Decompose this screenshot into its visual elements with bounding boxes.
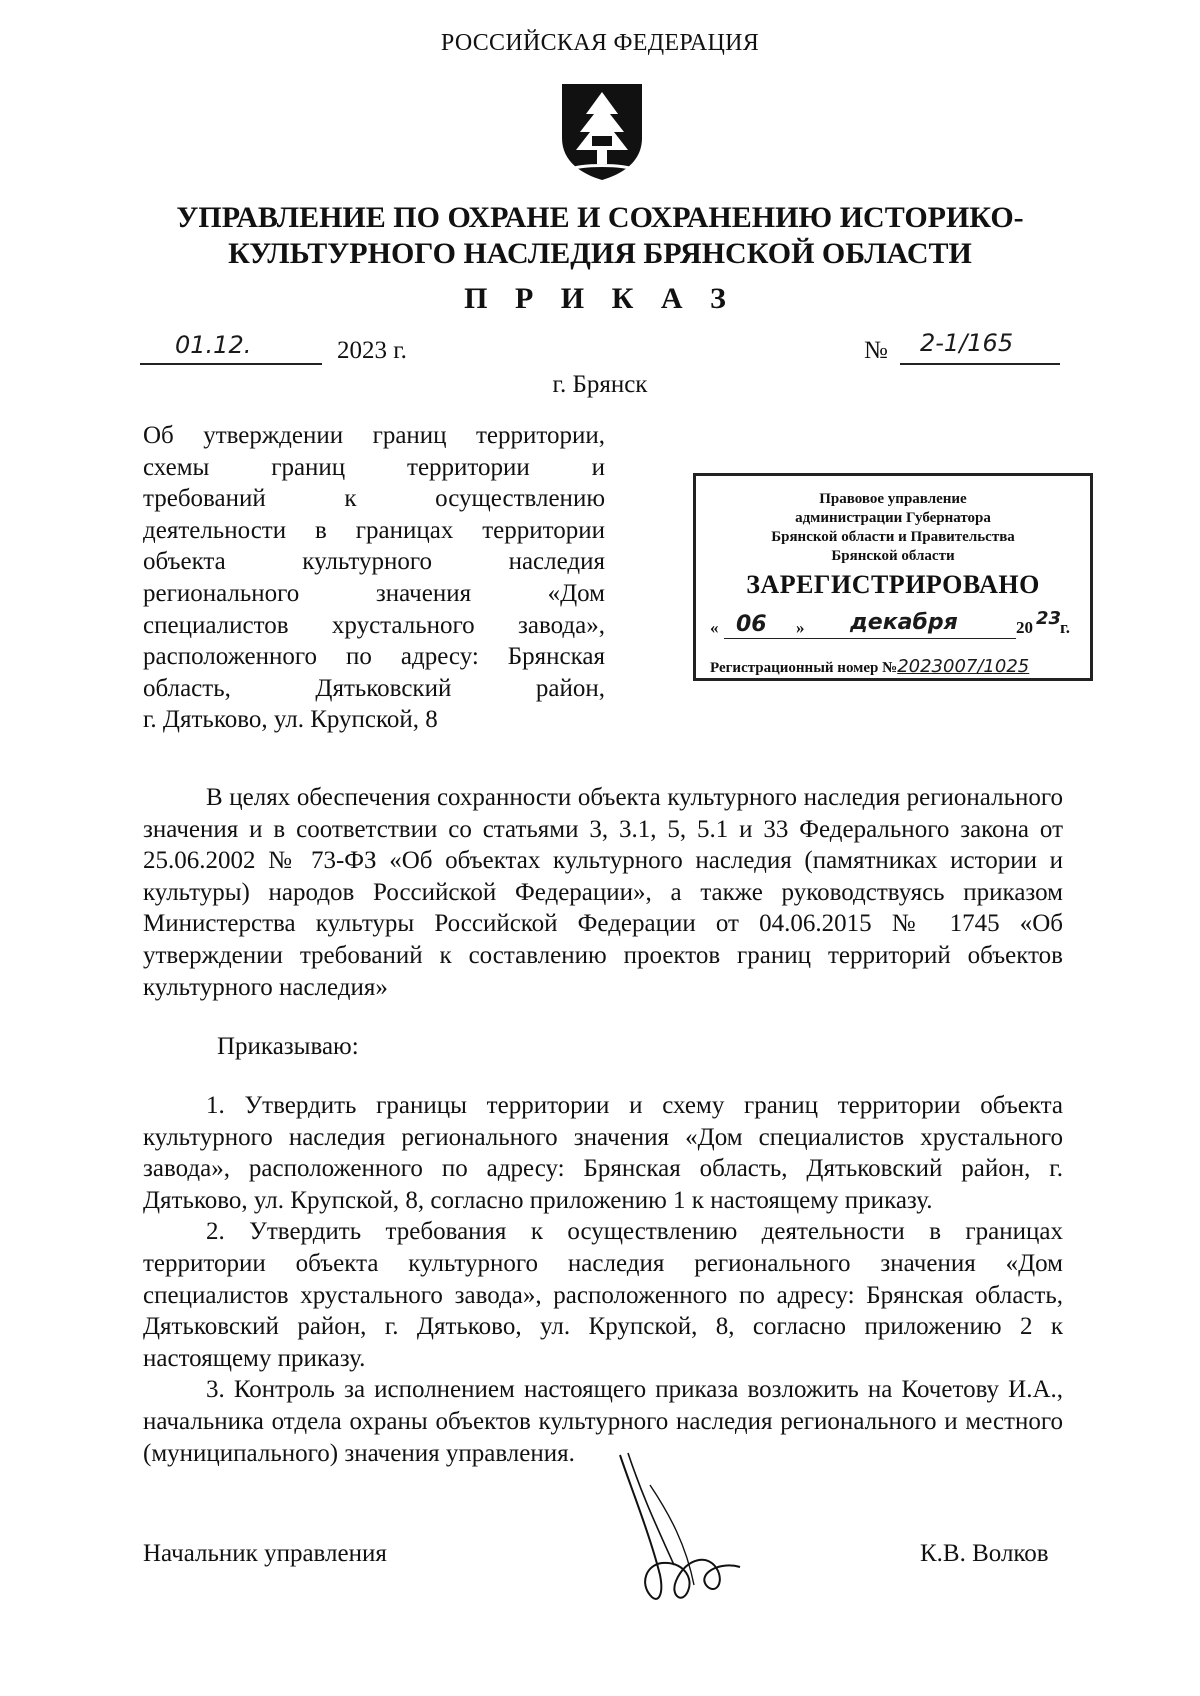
order-subject (143, 420, 605, 736)
order-number-handwritten: 2-1/165 (920, 329, 1014, 357)
subject-line: Об утверждении границ территории, (143, 422, 605, 449)
stamp-regnum (710, 656, 1029, 677)
preamble-text: В целях обеспечения сохранности объекта культурного наследия регионального значения и в соответствии со статьями 3, 3.1, 5, 5.1 и 33 Федерального закона от 25.06.2002 № 73-ФЗ «Об объектах культурного наследия (памятниках истории и культуры) народов Российской Федерации», а также руководствуясь приказом Министерства культуры Российской Федерации от 04.06.2015 № 1745 «Об утверждении требований к составлению проектов границ территорий объектов культурного наследия» (143, 784, 1063, 1001)
stamp-line: Брянской области и Правительства (771, 529, 1015, 545)
subject-line: деятельности в границах территории (143, 516, 605, 544)
stamp-year-handwritten: 23 (1036, 608, 1062, 629)
stamp-year-g: г. (1060, 618, 1071, 637)
stamp-regnum-label: Регистрационный номер № (710, 660, 898, 676)
signatory-position: Начальник управления (143, 1540, 387, 1567)
organization-name (0, 200, 1200, 272)
organization-name-line1: УПРАВЛЕНИЕ ПО ОХРАНЕ И СОХРАНЕНИЮ ИСТОРИКО- (176, 201, 1024, 234)
number-sign: № (864, 337, 888, 364)
subject-line: специалистов хрустального завода», (143, 611, 605, 639)
signatory-name: К.В. Волков (920, 1540, 1049, 1567)
stamp-date (710, 608, 1078, 646)
subject-line: регионального значения «Дом (143, 579, 605, 607)
subject-line: расположенного по адресу: Брянская (143, 643, 605, 671)
stamp-regnum-handwritten: 2023007/1025 (897, 656, 1030, 677)
organization-name-line2: КУЛЬТУРНОГО НАСЛЕДИЯ БРЯНСКОЙ ОБЛАСТИ (228, 237, 972, 270)
stamp-date-close-quote: » (796, 618, 805, 637)
stamp-line: Брянской области (831, 548, 955, 564)
registration-stamp (693, 473, 1093, 681)
stamp-month-handwritten: декабря (850, 610, 958, 635)
stamp-year-prefix: 20 (1016, 618, 1033, 637)
stamp-date-underline (724, 638, 1016, 639)
order-date-handwritten: 01.12. (175, 331, 252, 359)
order-item: 2. Утвердить требования к осуществлению деятельности в границах территории объекта культурного наследия регионального значения «Дом специалистов хрустального завода», расположенного по адресу: Брянская область, Дятьковский район, г. Дятьково, ул. Крупской, 8, согласно приложению 2 к настоящему приказу. (143, 1218, 1063, 1372)
subject-line: г. Дятьково, ул. Крупской, 8 (143, 706, 438, 734)
city: г. Брянск (552, 371, 648, 398)
stamp-line: администрации Губернатора (795, 510, 991, 526)
subject-line: область, Дятьковский район, (143, 674, 605, 702)
country-heading: РОССИЙСКАЯ ФЕДЕРАЦИЯ (440, 30, 760, 56)
subject-line: схемы границ территории и (143, 453, 605, 481)
stamp-day-handwritten: 06 (736, 612, 767, 637)
coat-of-arms-emblem (556, 80, 648, 182)
stamp-registered: ЗАРЕГИСТРИРОВАНО (746, 570, 1040, 599)
stamp-date-open-quote: « (710, 618, 719, 637)
subject-line: требований к осуществлению (143, 485, 605, 513)
document-title: П Р И К А З (464, 282, 736, 315)
order-directive: Приказываю: (217, 1033, 359, 1060)
handwritten-signature (590, 1445, 780, 1615)
order-item: 3. Контроль за исполнением настоящего приказа возложить на Кочетову И.А., начальника отдела охраны объектов культурного наследия регионального и местного (муниципального) значения управления. (143, 1376, 1063, 1467)
preamble-paragraph (143, 782, 1063, 1003)
order-item: 1. Утвердить границы территории и схему границ территории объекта культурного наследия регионального значения «Дом специалистов хрустального завода», расположенного по адресу: Брянская область, Дятьковский район, г. Дятьково, ул. Крупской, 8, согласно приложению 1 к настоящему приказу. (143, 1092, 1063, 1214)
order-items (143, 1090, 1063, 1469)
subject-line: объекта культурного наследия (143, 548, 605, 576)
stamp-line: Правовое управление (819, 491, 967, 507)
order-year: 2023 г. (337, 337, 407, 364)
